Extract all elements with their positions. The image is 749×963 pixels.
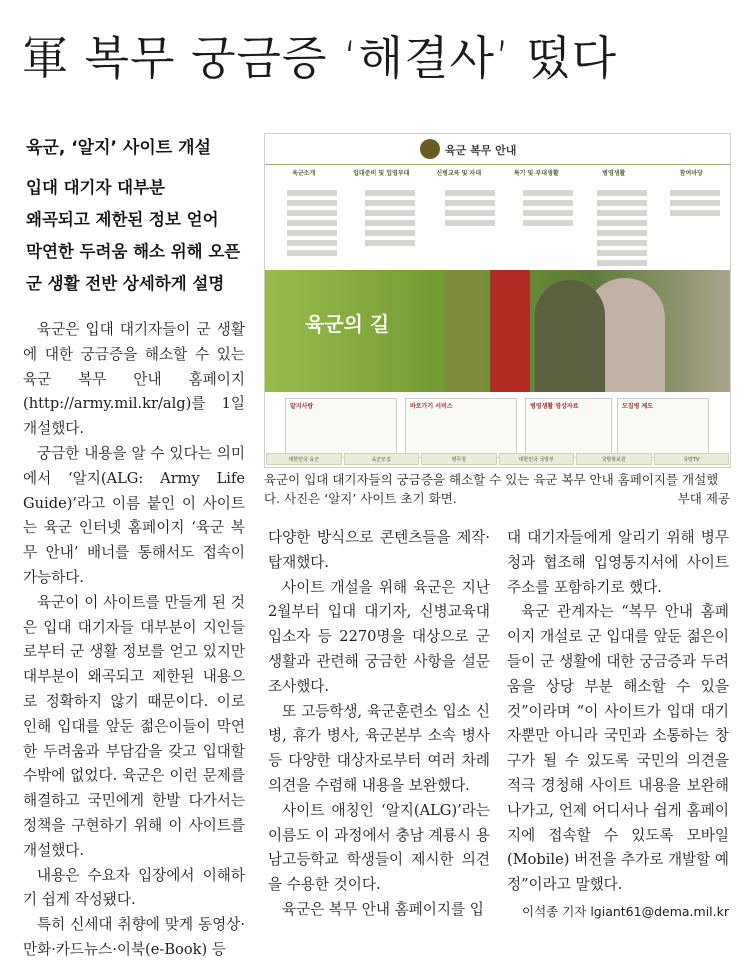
summary-line: 입대 대기자 대부분 — [26, 178, 166, 197]
army-emblem-icon — [420, 139, 440, 159]
site-banner — [265, 270, 730, 392]
summary-line: 군 생활 전반 상세하게 설명 — [26, 274, 225, 293]
site-header — [265, 134, 730, 164]
paragraph: 궁금한 내용을 알 수 있다는 의미에서 ‘알지(ALG: Army Life Guide)’라고 이름 붙인 이 사이트는 육군 인터넷 홈페이지 ‘육군 복무 안내’ 배너를 통해서도 접속이 가능하다. — [23, 444, 245, 586]
photo-caption — [264, 470, 730, 508]
paragraph: 육군은 복무 안내 홈페이지를 입 — [282, 900, 484, 918]
paragraph: 다양한 방식으로 콘텐츠들을 제작·탑재했다. — [268, 529, 490, 571]
article-column-1 — [23, 318, 245, 963]
soldier-image — [535, 280, 605, 392]
subheadline: 육군, ‘알지’ 사이트 개설 — [26, 138, 211, 158]
site-title: 육군 복무 안내 — [445, 144, 517, 157]
article-photo — [264, 133, 731, 468]
nav-item: 특기 및 부대생활 — [513, 170, 559, 177]
paragraph: 육군은 입대 대기자들이 군 생활에 대한 궁금증을 해소할 수 있는 육군 복무 안내 홈페이지(http://army.mil.kr/alg)를 1일 개설했다. — [23, 321, 245, 438]
caption-text: 육군이 입대 대기자들의 궁금증을 해소할 수 있는 육군 복무 안내 홈페이지를 개설했다. 사진은 ‘알지’ 사이트 초기 화면. — [264, 472, 719, 506]
paragraph: 대 대기자들에게 알리기 위해 병무청과 협조해 입영통지서에 사이트 주소를 포함하기로 했다. — [507, 529, 729, 596]
site-footer-logos: 대한민국 육군 육군모집 병무청 대한민국 국방부 국방홍보원 국방TV — [265, 452, 730, 466]
summary-block — [26, 172, 256, 300]
summary-line: 막연한 두려움 해소 위해 오픈 — [26, 242, 241, 261]
paragraph: 또 고등학생, 육군훈련소 입소 신병, 휴가 병사, 육군본부 소속 병사 등 다양한 대상자로부터 여러 차례 의견을 수렴해 내용을 보완했다. — [268, 702, 490, 794]
nav-item: 병영생활 — [602, 170, 626, 177]
site-submenu — [265, 182, 730, 270]
paragraph: 특히 신세대 취향에 맞게 동영상·만화·카드뉴스·이북(e-Book) 등 — [23, 916, 245, 958]
nav-item: 육군소개 — [292, 170, 316, 177]
paragraph: 내용은 수요자 입장에서 이해하기 쉽게 작성됐다. — [23, 866, 245, 909]
byline: 이석종 기자 lgiant61@dema.mil.kr — [522, 903, 729, 919]
article-column-2 — [268, 526, 490, 923]
headline: 軍 복무 궁금증 ‘해결사’ 떴다 — [22, 31, 618, 85]
caption-credit: 부대 제공 — [677, 491, 730, 506]
banner-text: 육군의 길 — [305, 312, 390, 336]
nav-item: 참여마당 — [679, 170, 703, 177]
nav-item: 신병교육 및 자대 — [436, 170, 482, 177]
site-nav — [265, 164, 730, 184]
site-lower-panels: 알지사랑 바로가기 서비스 병영생활 영상자료 모집병 제도 — [265, 392, 730, 467]
paragraph: 육군이 이 사이트를 만들게 된 것은 입대 대기자들 대부분이 지인들로부터 군 생활 정보를 얻고 있지만 대부분이 왜곡되고 제한된 내용으로 정확하지 않기 때문이다. 이로 인해 입대를 앞둔 젊은이들이 막연한 두려움과 부담감을 갖고 입대할 수밖에 없었다. 육군은 이런 문제를 해결하고 국민에게 한발 다가서는 정책을 구현하기 위해 이 사이트를 개설했다. — [23, 593, 245, 859]
article-column-3 — [507, 526, 729, 925]
paragraph: 육군 관계자는 “복무 안내 홈페이지 개설로 군 입대를 앞둔 젊은이들이 군 생활에 대한 궁금증과 두려움을 상당 부분 해소할 수 있을 것”이라며 “이 사이트가 입대 대기자뿐만 아니라 국민과 소통하는 창구가 될 수 있도록 국민의 의견을 적극 경청해 사이트 내용을 보완해 나가고, 언제 어디서나 쉽게 홈페이지에 접속할 수 있도록 모바일(Mobile) 버전을 추가로 개발할 예정”이라고 말했다. — [507, 603, 729, 894]
paragraph: 사이트 애칭인 ‘알지(ALG)’라는 이름도 이 과정에서 충남 계룡시 용남고등학교 학생들이 제시한 의견을 수용한 것이다. — [268, 801, 490, 894]
paragraph: 사이트 개설을 위해 육군은 지난 2월부터 입대 대기자, 신병교육대 입소자 등 2270명을 대상으로 군 생활과 관련해 궁금한 사항을 설문 조사했다. — [268, 578, 490, 695]
summary-line: 왜곡되고 제한된 정보 얻어 — [26, 210, 219, 229]
nav-item: 입대준비 및 입영부대 — [353, 170, 410, 177]
